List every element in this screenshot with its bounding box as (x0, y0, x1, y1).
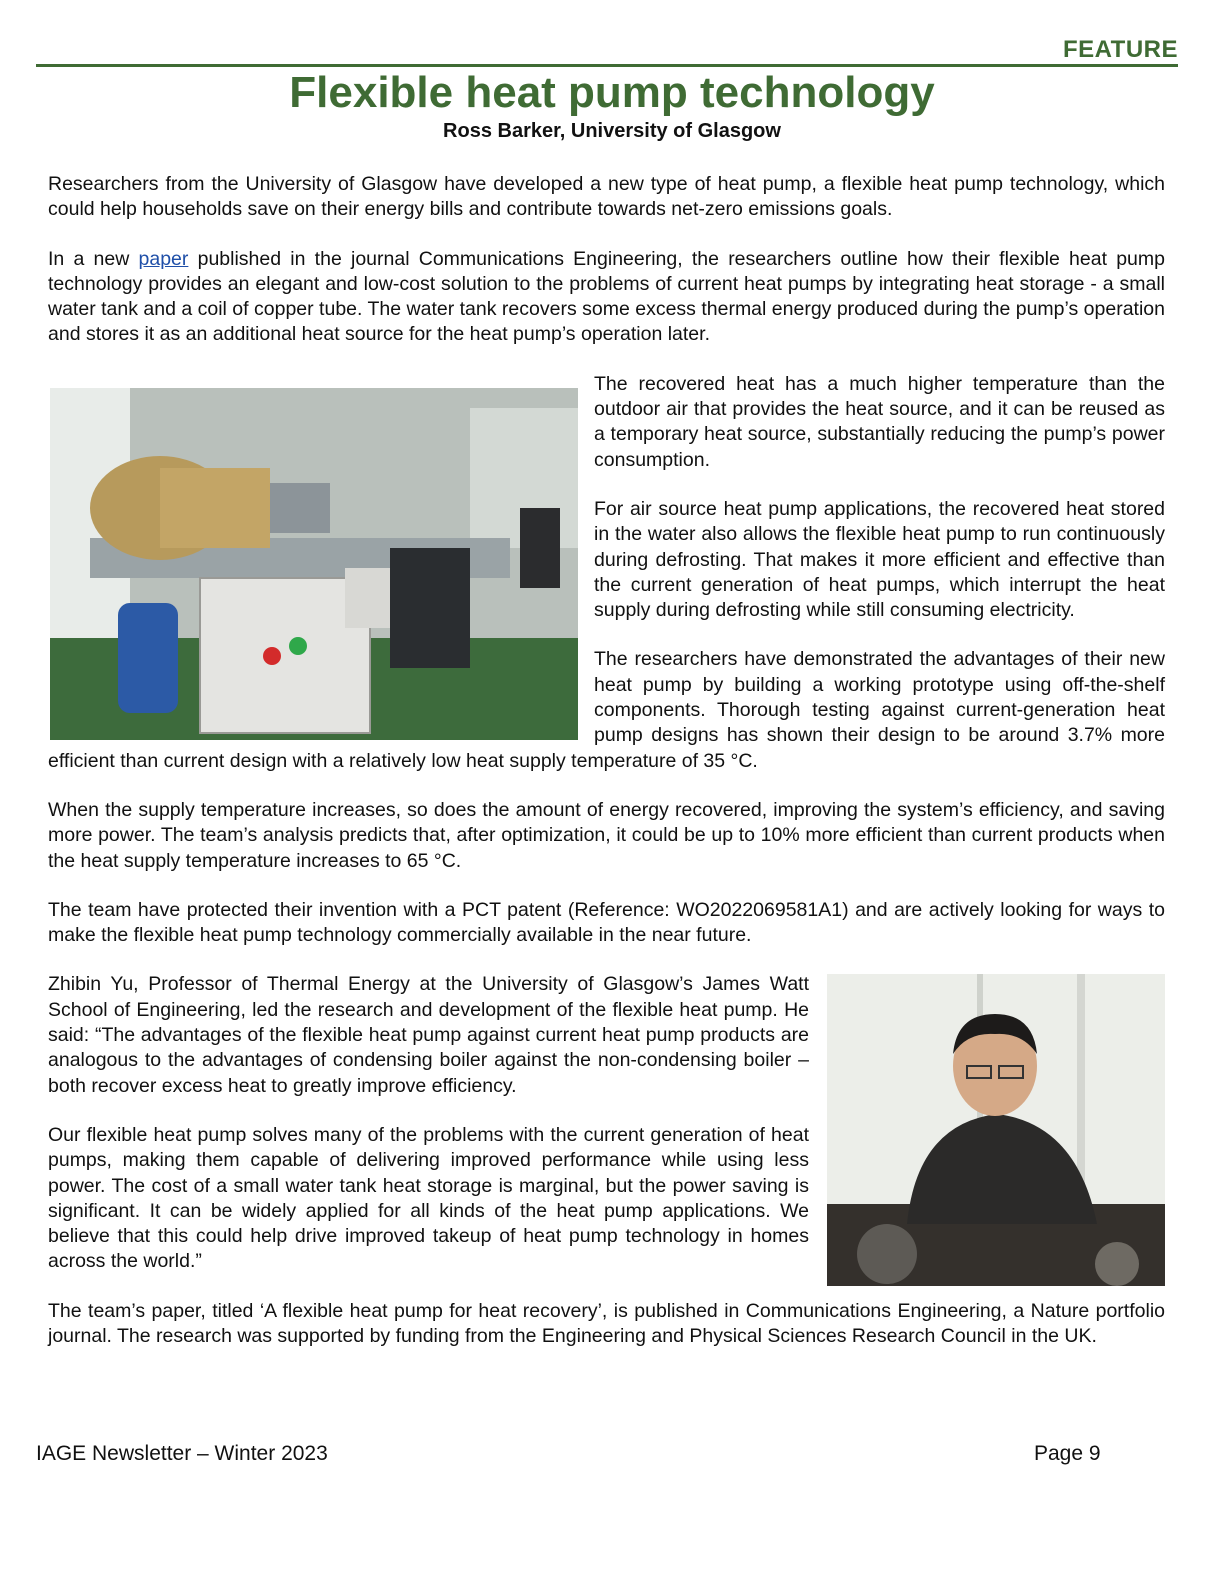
paragraph-quote-1: Zhibin Yu, Professor of Thermal Energy at the University of Glasgow’s James Watt School of Engineering, led the research and development of the flexible heat pump. He said: “The advantages of the flexible heat pump against current heat pump products are analogous to the advantages of condensing boiler against the non-condensing boiler – both recover excess heat to greatly improve efficiency. (48, 973, 809, 1097)
paragraph-recovered-heat: The recovered heat has a much higher temperature than the outdoor air that provides the heat source, and it can be reused as a temporary heat source, substantially reducing the pump’s power consumption. (594, 372, 1165, 471)
heat-pump-prototype-photo (50, 388, 578, 740)
article-title: Flexible heat pump technology (289, 68, 935, 117)
paragraph-efficiency: When the supply temperature increases, so does the amount of energy recovered, improving the system’s efficiency, and saving more power. The team’s analysis predicts that, after optimization, it could be up to 10% more efficient than current products when the heat supply temperature increases to 65 °C. (48, 798, 1165, 872)
paragraph-patent: The team have protected their invention with a PCT patent (Reference: WO2022069581A1) and are actively looking for ways to make the flexible heat pump technology commercially available in the near future. (48, 898, 1165, 947)
paragraph-quote-2: Our flexible heat pump solves many of the problems with the current generation of heat pumps, making them capable of delivering improved performance while using less power. The cost of a small water tank heat storage is marginal, but the power saving is significant. It can be widely applied for all kinds of the heat pump applications. We believe that this could help drive improved takeup of heat pump technology in homes across the world.” (48, 1123, 809, 1273)
footer-newsletter: IAGE Newsletter – Winter 2023 (36, 1442, 328, 1465)
paragraph-intro: Researchers from the University of Glasgow have developed a new type of heat pump, a flexible heat pump technology, which could help households save on their energy bills and contribute towards net-zero emissions goals. (48, 173, 1165, 221)
paragraph-text: published in the journal Communications Engineering, the researchers outline how their flexible heat pump technology provides an elegant and low-cost solution to the problems of current heat pumps by integrating heat storage - a small water tank and a coil of copper tube. The water tank recovers some excess thermal energy produced during the pump’s operation and stores it as an additional heat source for the heat pump’s operation later. (48, 247, 1165, 346)
paragraph-closing: The team’s paper, titled ‘A flexible heat pump for heat recovery’, is published in Communications Engineering, a Nature portfolio journal. The research was supported by funding from the Engineering and Physical Sciences Research Council in the UK. (48, 1299, 1165, 1347)
section-label: FEATURE (1062, 36, 1178, 63)
paper-link[interactable]: paper (138, 247, 189, 270)
paragraph-defrosting: For air source heat pump applications, the recovered heat stored in the water also allows the flexible heat pump to run continuously during defrosting. That makes it more efficient and effective than the current generation of heat pumps, which interrupt the heat supply during defrosting while still consuming electricity. (594, 497, 1165, 622)
paragraph-text: In a new (48, 247, 139, 270)
lab-scene-image (50, 388, 578, 740)
paragraph-prototype: The researchers have demonstrated the advantages of their new heat pump by building a working prototype using off-the-shelf components. Thorough testing against current-generation heat pump designs has shown their design to be around 3.7% more efficient than current design with a relatively low heat supply temperature of 35 °C. (48, 648, 1165, 772)
paragraph-paper (48, 247, 1165, 348)
footer-page-number: Page 9 (1034, 1442, 1101, 1465)
article-body (48, 172, 1165, 1373)
portrait-image (827, 974, 1165, 1286)
header-rule (36, 64, 1178, 67)
article-byline: Ross Barker, University of Glasgow (443, 120, 781, 142)
professor-portrait-photo (827, 974, 1165, 1286)
